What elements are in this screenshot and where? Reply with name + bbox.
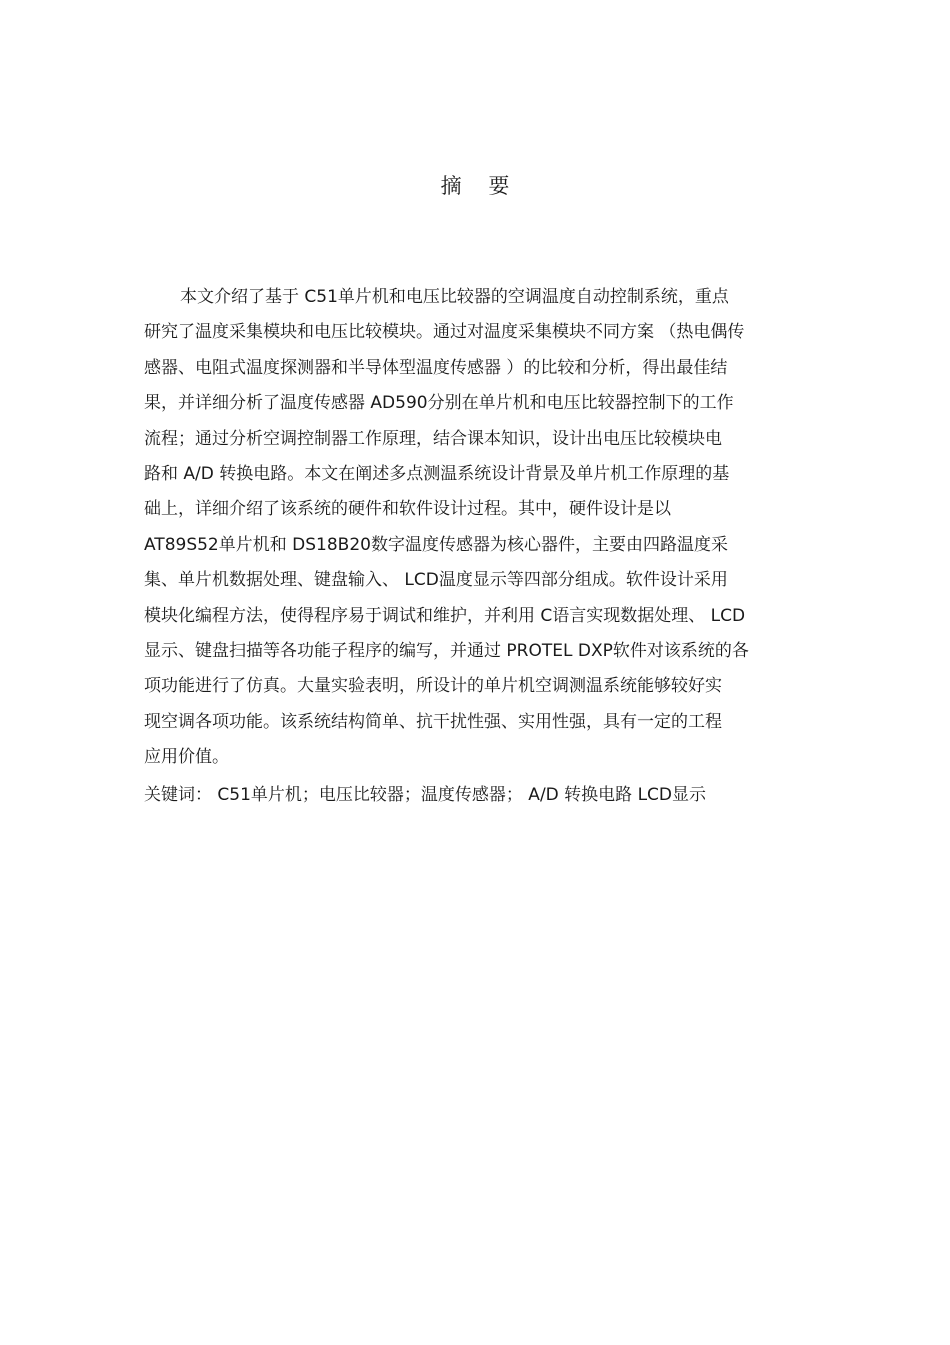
abstract-line: 本文介绍了基于 C51单片机和电压比较器的空调温度自动控制系统，重点 [180,287,729,307]
abstract-body [144,280,824,775]
abstract-line: 项功能进行了仿真。大量实验表明，所设计的单片机空调测温系统能够较好实 [144,676,722,697]
abstract-line: 流程；通过分析空调控制器工作原理，结合课本知识，设计出电压比较模块电 [144,428,722,449]
abstract-line: 研究了温度采集模块和电压比较模块。通过对温度采集模块不同方案 （热电偶传 [144,322,745,343]
abstract-line: AT89S52单片机和 DS18B20数字温度传感器为核心器件，主要由四路温度采 [144,534,728,555]
page-title: 摘 要 [440,174,520,198]
abstract-line: 感器、电阻式温度探测器和半导体型温度传感器 ）的比较和分析，得出最佳结 [144,357,728,378]
abstract-line: 路和 A/D 转换电路。本文在阐述多点测温系统设计背景及单片机工作原理的基 [144,463,730,484]
abstract-line: 础上，详细介绍了该系统的硬件和软件设计过程。其中，硬件设计是以 [144,499,671,520]
abstract-line: 显示、键盘扫描等各功能子程序的编写，并通过 PROTEL DXP软件对该系统的各 [144,640,749,661]
abstract-line: 模块化编程方法，使得程序易于调试和维护，并利用 C语言实现数据处理、 LCD [144,605,746,626]
abstract-line: 果，并详细分析了温度传感器 AD590分别在单片机和电压比较器控制下的工作 [144,393,734,414]
abstract-line: 应用价值。 [144,747,229,768]
abstract-line: 集、单片机数据处理、键盘输入、 LCD温度显示等四部分组成。软件设计采用 [144,570,728,591]
keywords-line: 关键词： C51单片机；电压比较器；温度传感器； A/D 转换电路 LCD显示 [144,785,706,805]
abstract-line: 现空调各项功能。该系统结构简单、抗干扰性强、实用性强，具有一定的工程 [144,711,722,732]
